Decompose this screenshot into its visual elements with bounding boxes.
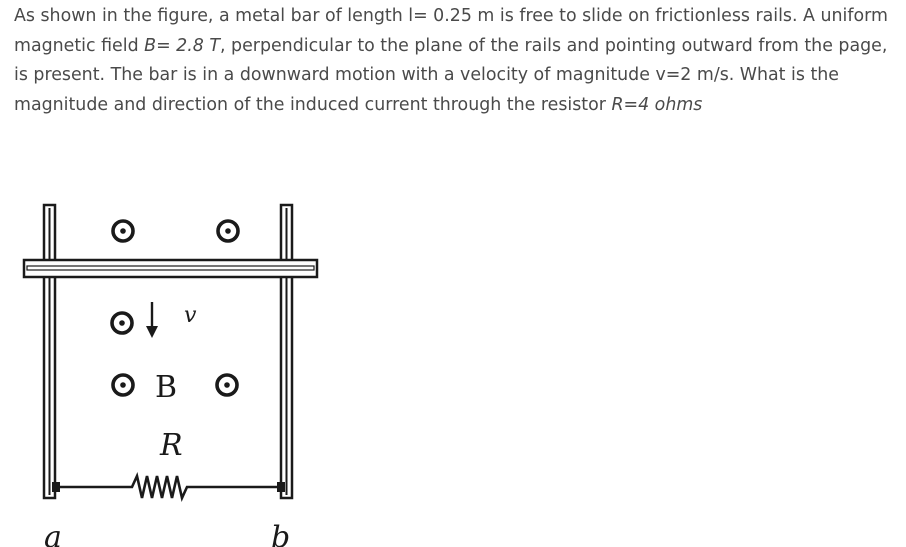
resistor-label: R	[160, 428, 183, 463]
field-label: B	[155, 370, 178, 405]
field-dot-icon	[217, 375, 237, 395]
field-dot-icon	[112, 313, 132, 333]
question-part1: As shown in the figure, a metal bar of length l= 0.25 m is free to slide on frictionless rails. A uniform magnetic field	[14, 6, 888, 56]
velocity-arrow-icon	[146, 302, 158, 338]
resistance-value: R=4 ohms	[611, 94, 703, 115]
terminal-b-label: b	[271, 520, 291, 547]
field-dot-icon	[113, 221, 133, 241]
field-dot-icon	[113, 375, 133, 395]
right-rail	[281, 205, 292, 498]
field-dot-icon	[218, 221, 238, 241]
resistor	[52, 476, 285, 498]
metal-bar	[24, 260, 317, 277]
question-part2: , perpendicular to the plane of the rails and pointing outward from the page, is present. The bar is in a downward motion with a velocity of magnitude v=2 m/s. What is the magnitude and direction of the induced current through the resistor	[14, 35, 888, 115]
left-rail	[44, 205, 55, 498]
field-value: B= 2.8 T	[144, 35, 220, 56]
terminal-a-label: a	[44, 520, 62, 547]
velocity-label: v	[184, 303, 197, 328]
